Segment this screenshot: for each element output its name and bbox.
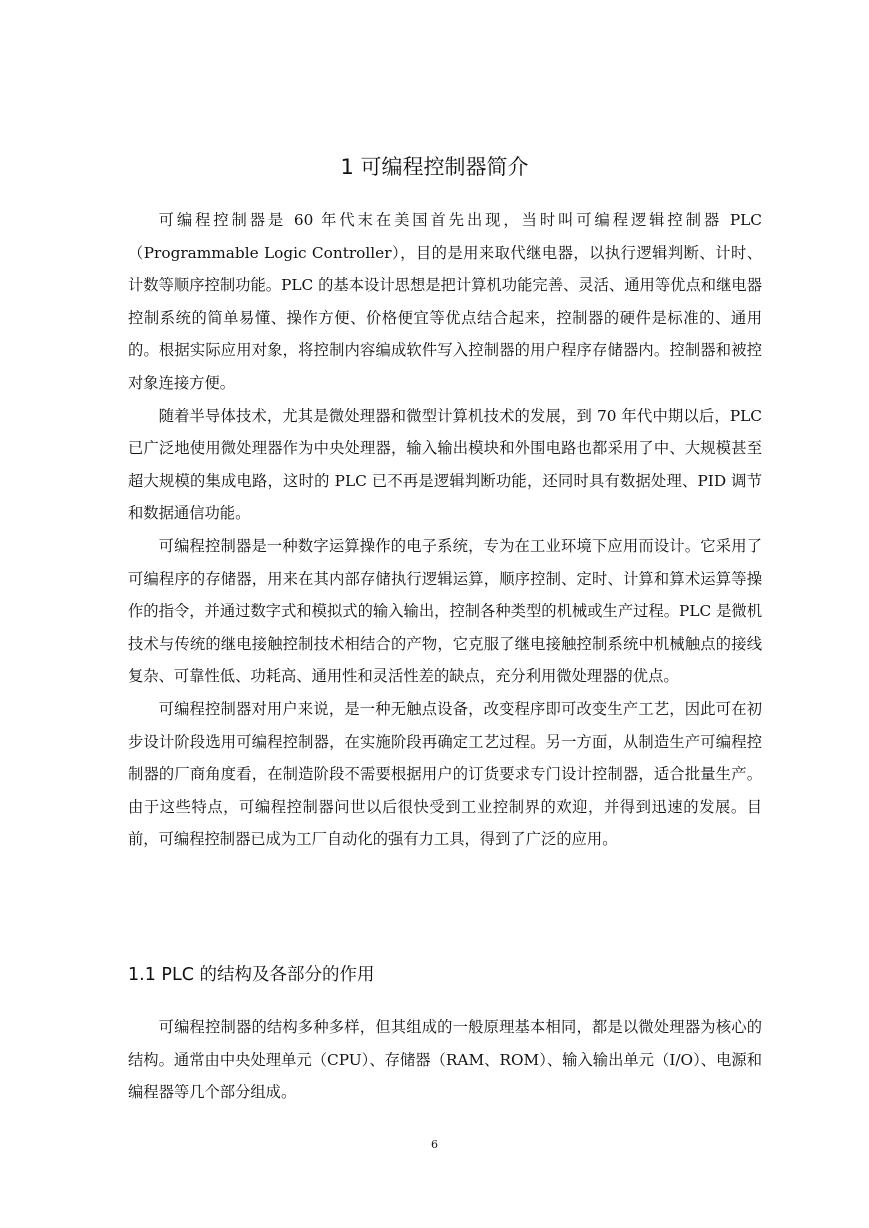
paragraph: 可编程控制器的结构多种多样，但其组成的一般原理基本相同，都是以微处理器为核心的结构。通常由中央处理单元（CPU）、存储器（RAM、ROM）、输入输出单元（I/O）、电源和编程器等几个部分组成。	[128, 1018, 762, 1102]
chapter-title: 1 可编程控制器简介	[340, 155, 529, 179]
section-body	[128, 1011, 762, 1109]
paragraph: 可编程控制器是一种数字运算操作的电子系统，专为在工业环境下应用而设计。它采用了可编程序的存储器，用来在其内部存储执行逻辑运算，顺序控制、定时、计算和算术运算等操作的指令，并通过数字式和模拟式的输入输出，控制各种类型的机械或生产过程。PLC 是微机技术与传统的继电接触控制技术相结合的产物，它克服了继电接触控制系统中机械触点的接线复杂、可靠性低、功耗高、通用性和灵活性差的缺点，充分利用微处理器的优点。	[128, 536, 762, 686]
paragraph: 可编程控制器对用户来说，是一种无触点设备，改变程序即可改变生产工艺，因此可在初步设计阶段选用可编程控制器，在实施阶段再确定工艺过程。另一方面，从制造生产可编程控制器的厂商角度看，在制造阶段不需要根据用户的订货要求专门设计控制器，适合批量生产。由于这些特点，可编程控制器问世以后很快受到工业控制界的欢迎，并得到迅速的发展。目前，可编程控制器已成为工厂自动化的强有力工具，得到了广泛的应用。	[128, 699, 762, 849]
section-heading: 1.1 PLC 的结构及各部分的作用	[128, 965, 375, 985]
paragraph: 随着半导体技术，尤其是微处理器和微型计算机技术的发展，到 70 年代中期以后，PLC 已广泛地使用微处理器作为中央处理器，输入输出模块和外围电路也都采用了中、大规模甚至超大规模的集成电路，这时的 PLC 已不再是逻辑判断功能，还同时具有数据处理、PID 调节和数据通信功能。	[128, 406, 762, 523]
paragraph: 可编程控制器是 60 年代末在美国首先出现，当时叫可编程逻辑控制器 PLC（Programmable Logic Controller），目的是用来取代继电器，以执行逻辑判断、计时、计数等顺序控制功能。PLC 的基本设计思想是把计算机功能完善、灵活、通用等优点和继电器控制系统的简单易懂、操作方便、价格便宜等优点结合起来，控制器的硬件是标准的、通用的。根据实际应用对象，将控制内容编成软件写入控制器的用户程序存储器内。控制器和被控对象连接方便。	[128, 211, 762, 392]
chapter-body	[128, 204, 762, 856]
page-number: 6	[431, 1138, 438, 1151]
